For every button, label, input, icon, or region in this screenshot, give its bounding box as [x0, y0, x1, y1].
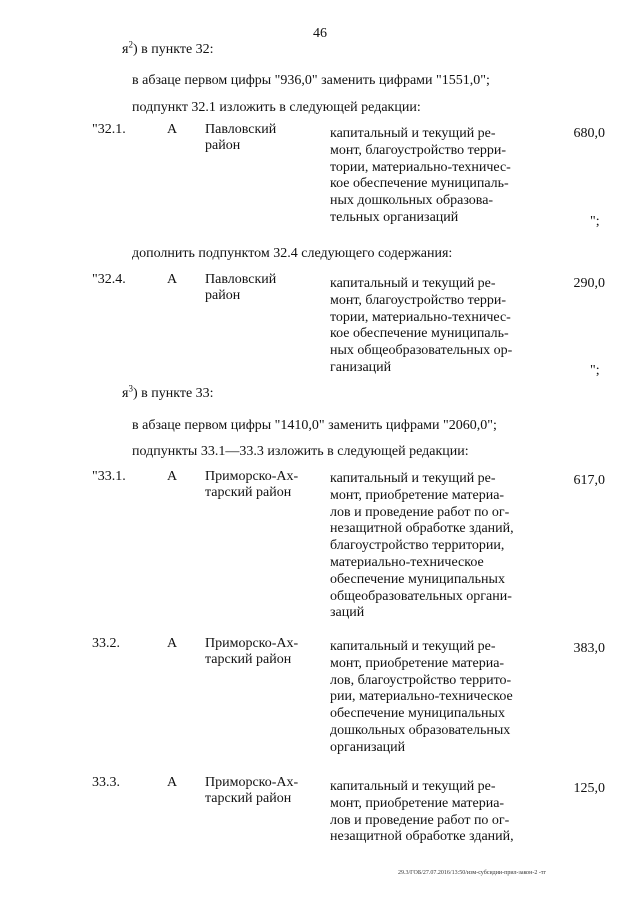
row-closing-quote: "; — [590, 363, 600, 378]
footer-file-stamp: 29.3/ГОБ/27.07.2016/13:50/изм-субсидии-прил-закон-2 -тг — [398, 870, 546, 876]
item-33-heading: $я^3$) в пункте 33: — [122, 383, 214, 401]
row-number: "32.4. — [92, 272, 126, 287]
item-32-line-3: дополнить подпунктом 32.4 следующего содержания: — [132, 246, 453, 261]
row-district: Приморско-Ах- тарский район — [205, 469, 299, 500]
row-number: "33.1. — [92, 469, 126, 484]
row-number: 33.2. — [92, 636, 120, 651]
item-32-heading: $я^2$) в пункте 32: — [122, 39, 214, 57]
row-code: А — [167, 122, 178, 137]
item-33-line-2: подпункты 33.1—33.3 изложить в следующей редакции: — [132, 444, 469, 459]
row-amount: 125,0 — [573, 781, 605, 796]
row-amount: 290,0 — [573, 276, 605, 291]
row-amount: 617,0 — [573, 473, 605, 488]
row-district: Приморско-Ах- тарский район — [205, 775, 299, 806]
page-number: 46 — [313, 26, 327, 41]
row-description: капитальный и текущий ре- монт, благоустройство терри- тории, материально-техничес- кое обеспечение муниципаль- ных общеобразовательных ор- ганизаций — [330, 276, 513, 375]
row-description: капитальный и текущий ре- монт, приобретение материа- лов, благоустройство террито- рии, материально-техническое обеспечение муниципальных дошкольных образовательных организаций — [330, 639, 513, 755]
row-code: А — [167, 636, 178, 651]
item-32-line-1: в абзаце первом цифры "936,0" заменить цифрами "1551,0"; — [132, 73, 490, 88]
row-amount: 680,0 — [573, 126, 605, 141]
item-33-line-1: в абзаце первом цифры "1410,0" заменить цифрами "2060,0"; — [132, 418, 497, 433]
row-description: капитальный и текущий ре- монт, приобретение материа- лов и проведение работ по ог- незащитной обработке зданий, благоустройство территории, материально-техническое обеспечение муниципальных общеобразовательных органи- заций — [330, 471, 514, 621]
row-code: А — [167, 272, 178, 287]
row-code: А — [167, 775, 178, 790]
row-number: "32.1. — [92, 122, 126, 137]
row-number: 33.3. — [92, 775, 120, 790]
row-description: капитальный и текущий ре- монт, приобретение материа- лов и проведение работ по ог- незащитной обработке зданий, — [330, 779, 514, 845]
row-amount: 383,0 — [573, 641, 605, 656]
item-32-line-2: подпункт 32.1 изложить в следующей редакции: — [132, 100, 421, 115]
row-district: Павловский район — [205, 122, 277, 153]
row-description: капитальный и текущий ре- монт, благоустройство терри- тории, материально-техничес- кое обеспечение муниципаль- ных дошкольных образова- тельных организаций — [330, 126, 511, 225]
row-code: А — [167, 469, 178, 484]
row-district: Приморско-Ах- тарский район — [205, 636, 299, 667]
row-district: Павловский район — [205, 272, 277, 303]
row-closing-quote: "; — [590, 214, 600, 229]
